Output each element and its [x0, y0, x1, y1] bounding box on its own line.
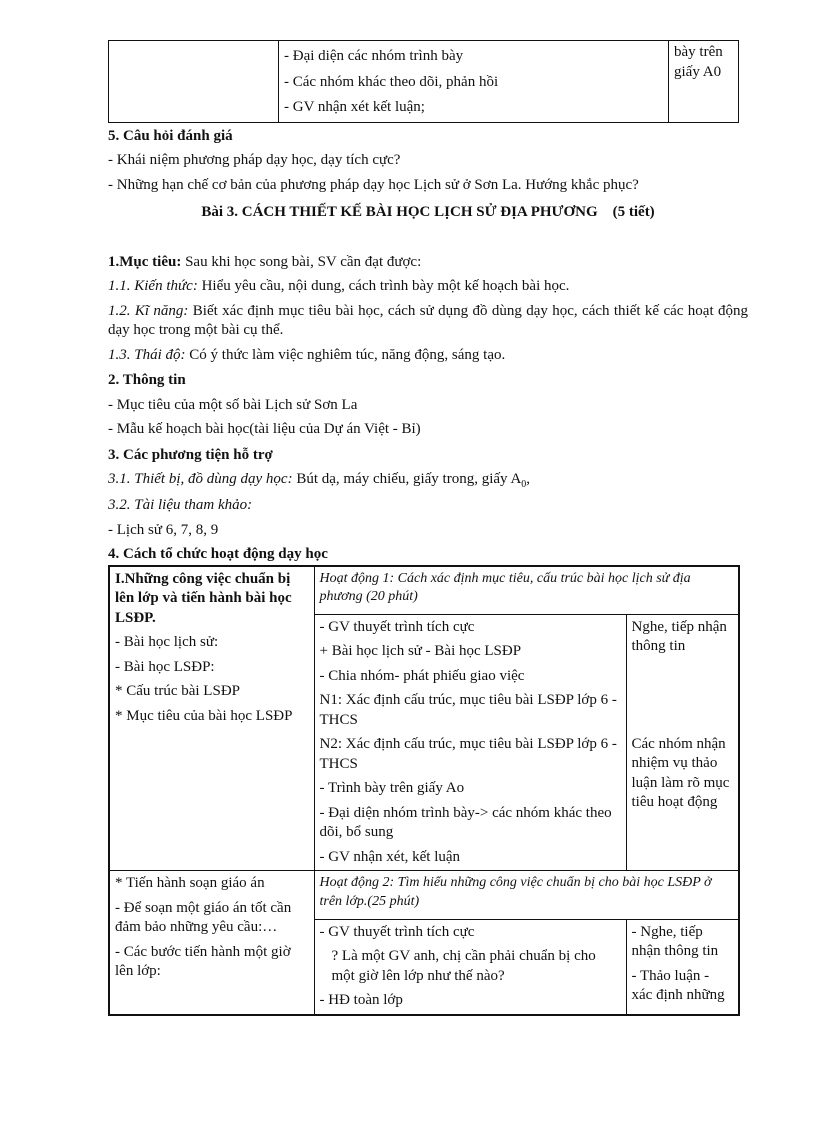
activity-1-title-cell	[314, 566, 739, 615]
teacher-step: - GV nhận xét, kết luận	[319, 848, 461, 865]
activity-1-student-cell	[626, 614, 739, 871]
objectives-line	[108, 253, 748, 273]
left-item-2: * Tiến hành soạn giáo án	[115, 875, 265, 892]
section-4-heading: 4. Cách tổ chức hoạt động dạy học	[108, 546, 328, 562]
knowledge-label: 1.1. Kiến thức:	[108, 278, 198, 294]
activity-2-student-cell	[626, 919, 739, 1015]
section-5-heading: 5. Câu hỏi đánh giá	[108, 127, 233, 144]
teacher-step: - GV thuyết trình tích cực	[319, 618, 475, 635]
teacher-step: N2: Xác định cấu trúc, mục tiêu bài LSĐP lớp 6 - THCS	[319, 736, 617, 772]
section-1	[108, 253, 748, 366]
question-2: - Những hạn chế cơ bản của phương pháp dạy học Lịch sử ở Sơn La. Hướng khắc phục?	[108, 176, 639, 193]
student-step-2: - Nghe, tiếp nhận thông tin	[631, 923, 719, 960]
equipment-text: Bút dạ, máy chiếu, giấy trong, giấy A	[292, 471, 522, 487]
objectives-heading: 1.Mục tiêu:	[108, 253, 182, 270]
left-item: - Bài học LSĐP:	[115, 658, 215, 675]
left-item: * Mục tiêu của bài học LSĐP	[115, 707, 293, 724]
info-line-1: - Mục tiêu của một số bài Lịch sử Sơn La	[108, 396, 358, 413]
continuation-right-text: bày trên giấy A0	[674, 44, 723, 80]
teacher-step: - Đại diện nhóm trình bày-> các nhóm khác theo dõi, bổ sung	[319, 804, 612, 841]
section-2	[108, 371, 748, 440]
objectives-intro: Sau khi học song bài, SV cần đạt được:	[181, 253, 422, 270]
continuation-left-cell	[109, 41, 279, 123]
continuation-line: - Đại diện các nhóm trình bày	[284, 48, 464, 64]
left-column-cell-2	[109, 871, 314, 1015]
teacher-step: N1: Xác định cấu trúc, mục tiêu bài LSĐP lớp 6 - THCS	[319, 692, 617, 728]
knowledge-text: Hiểu yêu cầu, nội dung, cách trình bày một kế hoạch bài học.	[197, 278, 570, 294]
attitude-label: 1.3. Thái độ:	[108, 346, 186, 363]
organization-table	[108, 565, 740, 1016]
references-text: - Lịch sử 6, 7, 8, 9	[108, 521, 219, 538]
attitude-line	[108, 346, 748, 366]
teacher-step: - Chia nhóm- phát phiếu giao việc	[319, 667, 525, 684]
references-label: 3.2. Tài liệu tham khảo:	[108, 497, 253, 513]
attitude-text: Có ý thức làm việc nghiêm túc, năng động, sáng tạo.	[185, 346, 506, 363]
lesson-title: Bài 3. CÁCH THIẾT KẾ BÀI HỌC LỊCH SỬ ĐỊA PHƯƠNG (5 tiết)	[201, 204, 655, 220]
student-step-2: - Thảo luận - xác định những	[631, 967, 725, 1004]
skills-line	[108, 302, 748, 341]
skills-label: 1.2. Kĩ năng:	[108, 302, 189, 319]
equipment-label: 3.1. Thiết bị, đồ dùng dạy học:	[108, 471, 293, 487]
section-3	[108, 446, 748, 541]
question-1: - Khái niệm phương pháp dạy học, dạy tích cực?	[108, 152, 401, 168]
left-item-2: - Các bước tiến hành một giờ lên lớp:	[115, 943, 291, 980]
teacher-step-2: - HĐ toàn lớp	[319, 992, 403, 1009]
activity-2-title: Hoạt động 2: Tìm hiểu những công việc chuẩn bị cho bài học LSĐP ở trên lớp.(25 phút)	[319, 875, 712, 909]
skills-text: Biết xác định mục tiêu bài học, cách sử dụng đồ dùng dạy học, cách thiết kế các hoạt động dạy học trong một bài cụ thể.	[108, 302, 748, 338]
equipment-line	[108, 470, 748, 491]
teacher-step: + Bài học lịch sử - Bài học LSĐP	[319, 643, 522, 660]
knowledge-line	[108, 277, 748, 297]
section-3-heading: 3. Các phương tiện hỗ trợ	[108, 446, 273, 463]
activity-2-title-cell	[314, 871, 739, 919]
continuation-right-cell	[669, 41, 739, 123]
equipment-subscript: 0	[521, 479, 527, 490]
student-response-2: Các nhóm nhận nhiệm vụ thảo luận làm rõ mục tiêu hoạt động	[631, 735, 730, 811]
activity-1-teacher-cell	[314, 614, 626, 871]
info-line-2: - Mẫu kế hoạch bài học(tài liệu của Dự án Việt - Bỉ)	[108, 421, 421, 437]
equipment-end: ,	[526, 471, 531, 487]
teacher-question: ? Là một GV anh, chị cần phải chuẩn bị cho một giờ lên lớp như thế nào?	[331, 948, 596, 984]
left-column-cell-1	[109, 566, 314, 871]
left-item-2: - Để soạn một giáo án tốt cần đảm bảo những yêu cầu:…	[115, 899, 292, 936]
left-heading: I.Những công việc chuẩn bị lên lớp và tiến hành bài học LSĐP.	[115, 570, 292, 626]
activity-1-title: Hoạt động 1: Cách xác định mục tiêu, cấu trúc bài học lịch sử địa phương (20 phút)	[319, 570, 691, 604]
left-item: * Cấu trúc bài LSĐP	[115, 683, 240, 699]
continuation-line: - GV nhận xét kết luận;	[284, 99, 425, 115]
continuation-table	[108, 40, 739, 123]
teacher-step: - Trình bày trên giấy Ao	[319, 780, 465, 797]
left-item: - Bài học lịch sử:	[115, 634, 219, 650]
continuation-middle-cell	[279, 41, 669, 123]
document-page	[108, 40, 748, 1016]
activity-2-teacher-cell	[314, 919, 626, 1015]
continuation-line: - Các nhóm khác theo dõi, phản hồi	[284, 73, 499, 90]
section-2-heading: 2. Thông tin	[108, 372, 186, 388]
teacher-step-2: - GV thuyết trình tích cực	[319, 923, 475, 940]
student-response-1: Nghe, tiếp nhận thông tin	[631, 618, 727, 655]
section-5	[108, 127, 748, 196]
